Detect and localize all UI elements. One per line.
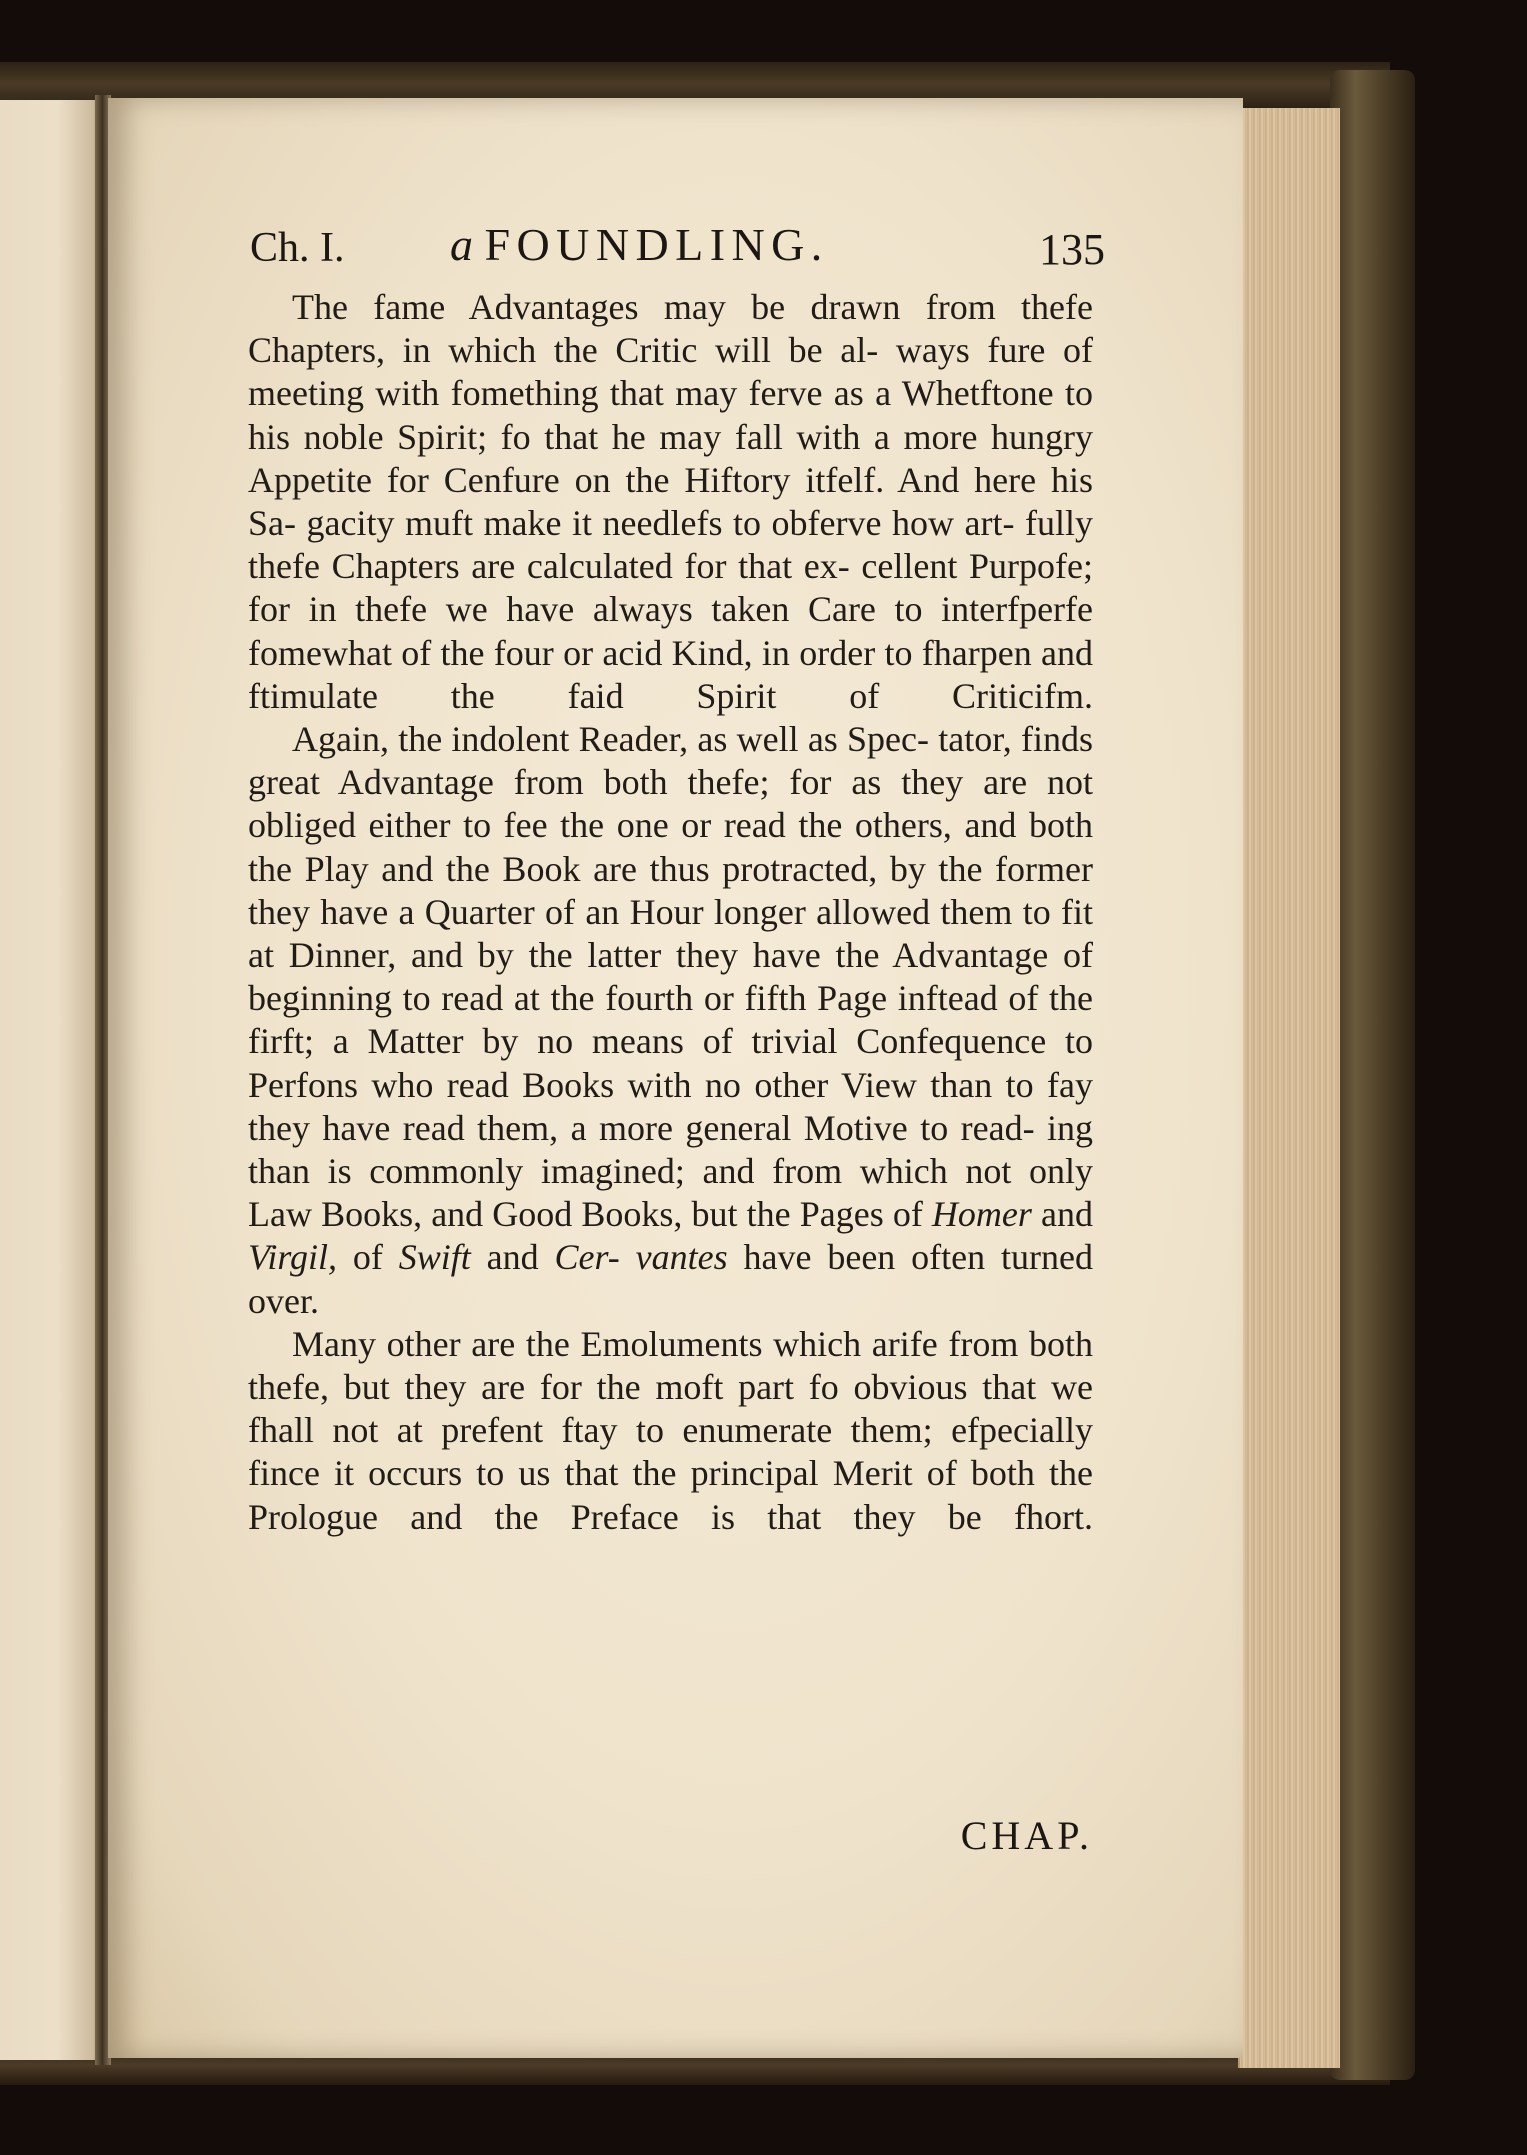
paragraph-2-text: Again, the indolent Reader, as well as Spec- tator, finds great Advantage from both thefe; for as they are not obliged either to fee the one or read the others, and both the Play and the Book are thus protracted, by the former they have a Quarter of an Hour longer allowed them to fit at Dinner, and by the latter they have the Advantage of beginning to read at the fourth or fifth Page inftead of the firft; a Matter by no means of trivial Confequence to Perfons who read Books with no other View than to fay they have read them, a more general Motive to read- ing than is commonly imagined; and from which not only Law Books, and Good Books, but the Pages of bbox=[248, 719, 1093, 1235]
paragraph-3-text: Many other are the Emoluments which arife from both thefe, but they are for the moft part fo obvious that we fhall not at prefent ftay to enumerate them; efpecially fince it occurs to us that the principal Merit of both the Prologue and bbox=[248, 1323, 1093, 1537]
name-cervantes-part-a: Cer- bbox=[554, 1237, 620, 1278]
name-cervantes-part-b: vantes bbox=[635, 1237, 728, 1278]
word-of: of bbox=[352, 1237, 383, 1278]
paragraph-1-text: The fame Advantages may be drawn from thefe Chapters, in which the Critic will be al- ways fure of meeting with fomething that may ferve as a Whetftone to his noble Spirit; fo that he may fall with a more hungry Appetite for Cenfure on the Hiftory itfelf. And here his Sa- gacity muft make it needlefs to obferve how art- fully thefe Chapters are calculated for that ex- cellent Purpofe; for in thefe we have always taken Care to interfperfe fomewhat of the four or acid Kind, in order to fharpen and ftimulate the bbox=[248, 287, 1093, 716]
title-prefix: a bbox=[450, 219, 473, 270]
paragraph-3 bbox=[248, 1323, 1093, 1539]
paragraph-1 bbox=[248, 286, 1093, 718]
paragraph-1-last-line: faid Spirit of Criticifm. bbox=[567, 675, 1094, 716]
title-text: FOUNDLING. bbox=[484, 219, 829, 270]
running-head bbox=[250, 218, 1105, 288]
page-number: 135 bbox=[1039, 225, 1105, 274]
catchword: CHAP. bbox=[960, 1813, 1093, 1858]
chapter-label: Ch. I. bbox=[250, 225, 345, 271]
body-text bbox=[248, 286, 1093, 1539]
back-cover-edge bbox=[1330, 70, 1415, 2080]
paragraph-2 bbox=[248, 718, 1093, 1323]
word-and-1: and bbox=[1041, 1194, 1093, 1235]
name-swift: Swift bbox=[398, 1237, 471, 1278]
book-title bbox=[450, 218, 829, 271]
paragraph-3-last-line: the Preface is that they be fhort. bbox=[494, 1496, 1094, 1537]
page-block-edges bbox=[1238, 108, 1340, 2068]
name-homer: Homer bbox=[931, 1194, 1032, 1235]
left-page-edge bbox=[0, 100, 105, 2060]
paragraph-2-last-line: have been often turned over. bbox=[248, 1237, 1093, 1321]
name-virgil: Virgil, bbox=[248, 1237, 337, 1278]
word-and-2: and bbox=[486, 1237, 539, 1278]
